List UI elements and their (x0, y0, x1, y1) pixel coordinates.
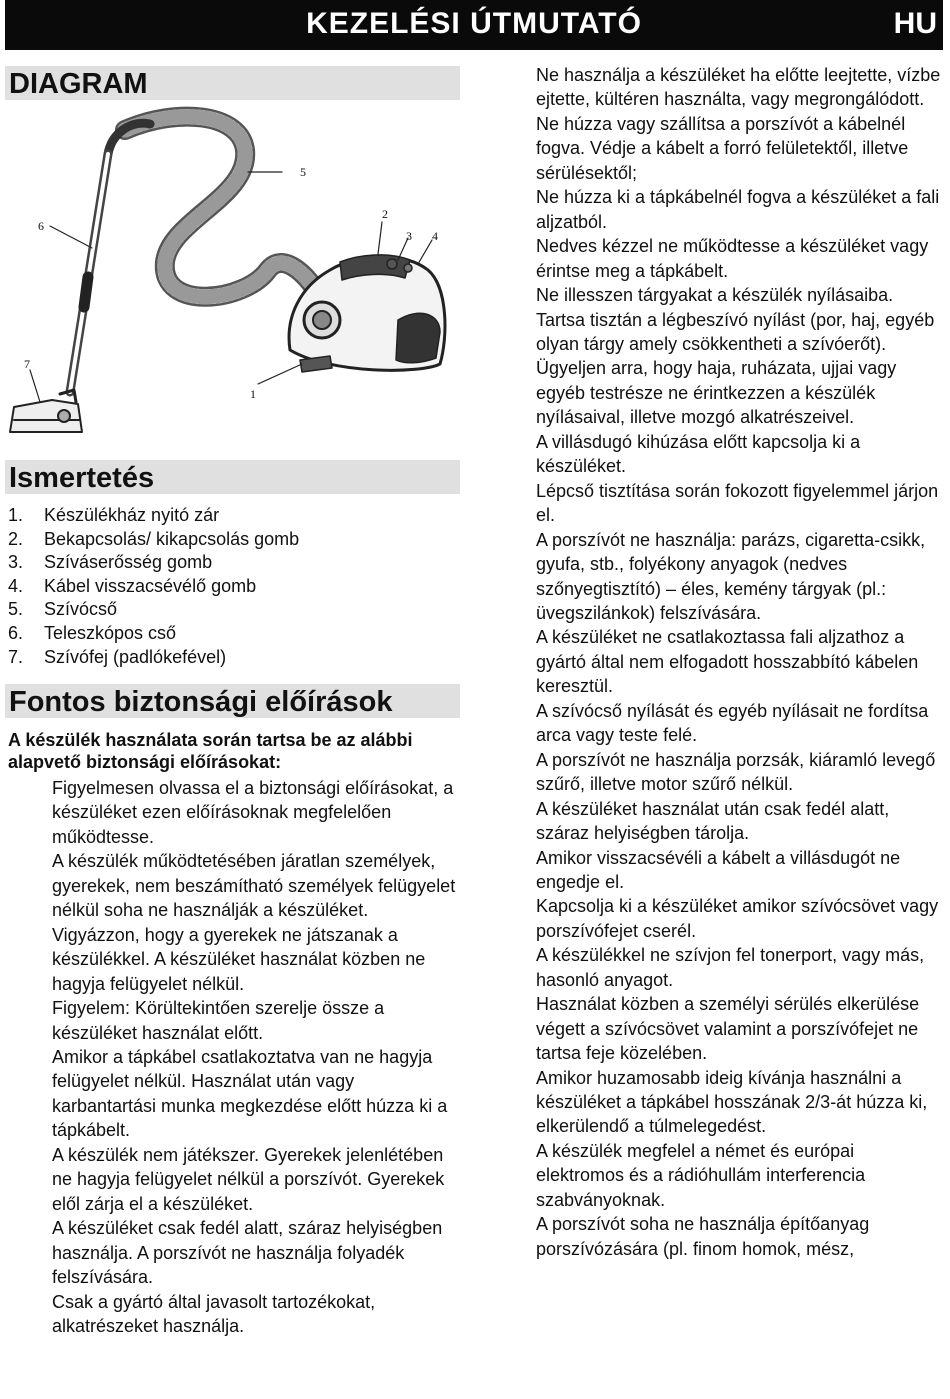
vacuum-cleaner-diagram (0, 102, 470, 454)
feature-number: 7. (8, 646, 24, 667)
feature-number: 1. (8, 505, 24, 525)
safety-intro: A készülék használata során tartsa be az alábbi alapvető biztonsági előírásokat: (8, 730, 413, 772)
safety-paragraph: A készülékkel ne szívjon fel tonerport, vagy más, hasonló anyagot. (536, 945, 925, 990)
feature-text: Szívófej (padlókefével) (44, 646, 227, 667)
feature-item (8, 504, 458, 528)
feature-item (8, 528, 458, 552)
diagram-label-6: 6 (38, 219, 44, 233)
safety-paragraph: Ne húzza ki a tápkábelnél fogva a készüléket a fali aljzatból. (536, 187, 940, 232)
safety-paragraph: A készüléket ne csatlakoztassa fali aljzathoz a gyártó által nem elfogadott hosszabbító kábelen keresztül. (536, 627, 919, 697)
feature-item (8, 646, 458, 670)
safety-paragraph: A porszívót ne használja: parázs, cigaretta-csikk, gyufa, stb., folyékony anyagok (nedves szőnyegtisztító) – éles, kemény tárgyak (pl.: üvegszilánkok) felszívására. (536, 529, 926, 623)
feature-item (8, 575, 458, 599)
safety-paragraph: A porszívót soha ne használja építőanyag porszívózására (pl. finom homok, mész, (536, 1214, 870, 1259)
safety-paragraph: Ügyeljen arra, hogy haja, ruházata, ujjai vagy egyéb testrésze ne érintkezzen a készülék nyílásaival, illetve mozgó alkatrészeivel. (536, 358, 897, 428)
hose-ribs (125, 117, 318, 297)
safety-paragraph: A készülék nem játékszer. Gyerekek jelenlétében ne hagyja felügyelet nélkül a porszívót. Gyerekek elől zárja el a készüléket. (52, 1144, 445, 1214)
safety-paragraph: Ne illesszen tárgyakat a készülék nyílásaiba. (536, 285, 894, 306)
page-header (5, 0, 943, 50)
safety-paragraph: A szívócső nyílását és egyéb nyílásait ne fordítsa arca vagy teste felé. (536, 700, 929, 746)
safety-list-right (536, 63, 942, 1261)
safety-heading: Fontos biztonsági előírások (5, 684, 460, 718)
safety-paragraph: A készülék megfelel a német és európai elektromos és a rádióhullám interferencia szabványoknak. (536, 1140, 866, 1210)
safety-paragraph: Amikor huzamosabb ideig kívánja használni a készüléket a tápkábel hosszának 2/3-át húzza ki, elkerülendő a túlmelegedést. (536, 1067, 928, 1137)
features-heading: Ismertetés (5, 460, 460, 494)
diagram-label-3: 3 (406, 229, 412, 243)
diagram-heading: DIAGRAM (5, 66, 460, 100)
diagram-label-5: 5 (300, 165, 306, 179)
safety-list-left (52, 776, 457, 1338)
safety-paragraph: A készülék működtetésében járatlan személyek, gyerekek, nem beszámítható személyek felügyelet nélkül soha ne használják a készüléket. Vigyázzon, hogy a gyerekek ne játszanak a készülékkel. A készüléket használat közben ne hagyja felügyelet nélkül. (52, 851, 456, 994)
safety-paragraph: Figyelmesen olvassa el a biztonsági előírásokat, a készüléket ezen előírásoknak megfelelően működtesse. (52, 778, 454, 847)
safety-paragraph: Csak a gyártó által javasolt tartozékokat, alkatrészeket használja. (52, 1291, 376, 1336)
safety-paragraph: Kapcsolja ki a készüléket amikor szívócsövet vagy porszívófejet cserél. (536, 896, 939, 941)
safety-paragraph: Lépcső tisztítása során fokozott figyelemmel járjon el. (536, 480, 939, 526)
feature-number: 5. (8, 599, 24, 620)
language-code: HU (893, 7, 937, 40)
safety-paragraph: A készüléket csak fedél alatt, száraz helyiségben használja. A porszívót ne használja folyadék felszívására. (52, 1218, 443, 1288)
feature-number: 6. (8, 622, 24, 643)
features-list (8, 504, 458, 669)
safety-paragraph: A villásdugó kihúzása előtt kapcsolja ki a készüléket. (536, 431, 861, 477)
feature-text: Kábel visszacsévélő gomb (44, 575, 257, 596)
safety-paragraph: Nedves kézzel ne működtesse a készüléket vagy érintse meg a tápkábelt. (536, 236, 929, 281)
feature-number: 4. (8, 575, 24, 596)
safety-paragraph: Használat közben a személyi sérülés elkerülése végett a szívócsövet valamint a porszívófejet ne tartsa feje közelében. (536, 994, 920, 1064)
safety-paragraph: Ne húzza vagy szállítsa a porszívót a kábelnél fogva. Védje a kábelt a forró felületektől, illetve sérülésektől; (536, 113, 909, 183)
feature-number: 2. (8, 528, 24, 549)
safety-paragraph: A készüléket használat után csak fedél alatt, száraz helyiségben tárolja. (536, 798, 890, 844)
feature-text: Készülékház nyitó zár (44, 505, 220, 525)
page-title: KEZELÉSI ÚTMUTATÓ (306, 7, 642, 40)
safety-paragraph: A porszívót ne használja porzsák, kiáramló levegő szűrő, illetve motor szűrő nélkül. (536, 749, 936, 795)
safety-paragraph: Amikor visszacsévéli a kábelt a villásdugót ne engedje el. (536, 847, 901, 892)
diagram-label-4: 4 (432, 229, 438, 243)
feature-text: Bekapcsolás/ kikapcsolás gomb (44, 528, 300, 549)
safety-paragraph: Tartsa tisztán a légbeszívó nyílást (por, haj, egyéb olyan tárgy amely csökkentheti a szívóerőt). (536, 309, 935, 354)
feature-item (8, 622, 458, 646)
feature-item (8, 598, 458, 622)
feature-item (8, 551, 458, 575)
feature-text: Szíváserősség gomb (44, 552, 213, 573)
feature-number: 3. (8, 552, 24, 573)
floor-brush (10, 400, 82, 432)
diagram-label-1: 1 (250, 387, 256, 401)
safety-paragraph: Figyelem: Körültekintően szerelje össze a készüléket használat előtt. (52, 998, 385, 1043)
feature-text: Szívócső (44, 599, 118, 620)
diagram-label-7: 7 (24, 357, 30, 371)
feature-text: Teleszkópos cső (44, 622, 177, 643)
diagram-label-2: 2 (382, 207, 388, 221)
safety-paragraph: Ne használja a készüléket ha előtte leejtette, vízbe ejtette, kültéren használta, vagy megrongálódott. (536, 65, 941, 110)
safety-paragraph: Amikor a tápkábel csatlakoztatva van ne hagyja felügyelet nélkül. Használat után vagy karbantartási munka megkezdése előtt húzza ki a tápkábelt. (52, 1046, 448, 1141)
